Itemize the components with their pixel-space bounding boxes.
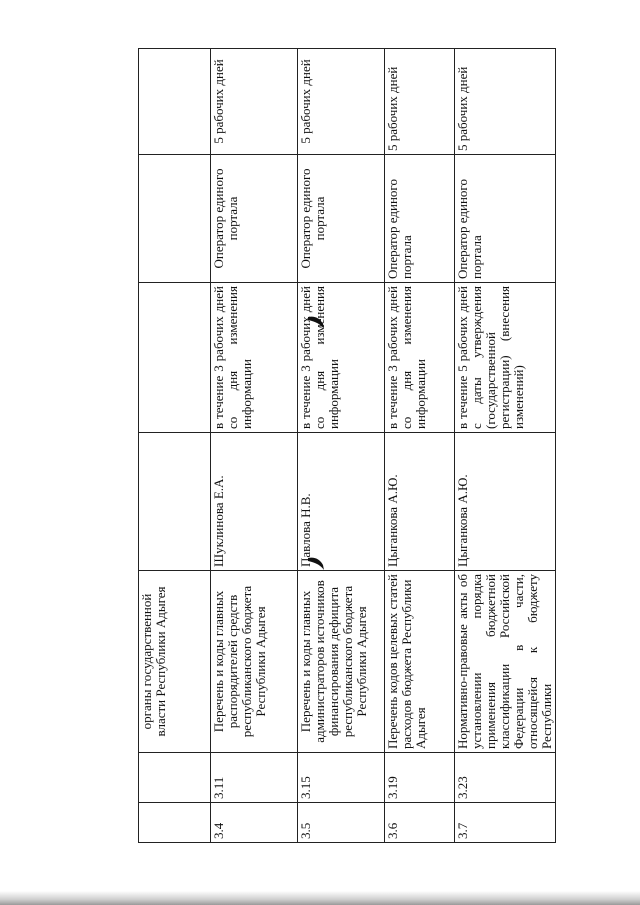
table-row	[298, 49, 385, 843]
item-code-cell: 3.15	[298, 753, 385, 803]
item-name-cell: Перечень кодов целевых статей расходов бюджета Республики Адыгея	[385, 571, 455, 753]
item-code-cell: 3.23	[455, 753, 556, 803]
days-cell: 5 рабочих дней	[455, 49, 556, 155]
row-number-cell: 3.6	[385, 803, 455, 843]
scan-edge-shadow	[0, 891, 640, 905]
table-row	[211, 49, 298, 843]
responsible-party-cell: Оператор единого портала	[455, 155, 556, 283]
table-row	[139, 49, 211, 843]
days-cell: 5 рабочих дней	[298, 49, 385, 155]
row-number-cell: 3.5	[298, 803, 385, 843]
publication-schedule-table	[138, 48, 556, 843]
row-number-cell: 3.4	[211, 803, 298, 843]
responsible-person-cell: Павлова Н.В.	[298, 433, 385, 571]
item-code-cell: 3.11	[211, 753, 298, 803]
responsible-party-cell: Оператор единого портала	[385, 155, 455, 283]
days-cell: 5 рабочих дней	[211, 49, 298, 155]
row-number-cell	[139, 803, 211, 843]
term-cell: в течение 3 рабочих дней со дня изменения информации	[298, 283, 385, 433]
table-row	[455, 49, 556, 843]
item-name-cell: органы государственной власти Республики Адыгея	[139, 571, 211, 753]
rotated-table-page	[138, 49, 555, 843]
item-name-cell: Нормативно-правовые акты об установлении порядка применения бюджетной классификации Российской Федерации в части, относящейся к бюджету Республики	[455, 571, 556, 753]
table-row	[385, 49, 455, 843]
term-cell: в течение 5 рабочих дней с даты утверждения (государственной регистрации) (внесения изменений)	[455, 283, 556, 433]
responsible-person-cell: Цыганкова А.Ю.	[385, 433, 455, 571]
item-name-cell: Перечень и коды главных администраторов источников финансирования дефицита республиканского бюджета Республики Адыгея	[298, 571, 385, 753]
term-cell: в течение 3 рабочих дней со дня изменения информации	[211, 283, 298, 433]
responsible-party-cell: Оператор единого портала	[298, 155, 385, 283]
item-code-cell	[139, 753, 211, 803]
row-number-cell: 3.7	[455, 803, 556, 843]
item-code-cell: 3.19	[385, 753, 455, 803]
term-cell	[139, 283, 211, 433]
days-cell: 5 рабочих дней	[385, 49, 455, 155]
responsible-person-cell: Шуклинова Е.А.	[211, 433, 298, 571]
responsible-party-cell: Оператор единого портала	[211, 155, 298, 283]
days-cell	[139, 49, 211, 155]
term-cell: в течение 3 рабочих дней со дня изменения информации	[385, 283, 455, 433]
item-name-cell: Перечень и коды главных распорядителей средств республиканского бюджета Республики Адыгея	[211, 571, 298, 753]
responsible-party-cell	[139, 155, 211, 283]
responsible-person-cell: Цыганкова А.Ю.	[455, 433, 556, 571]
responsible-person-cell	[139, 433, 211, 571]
